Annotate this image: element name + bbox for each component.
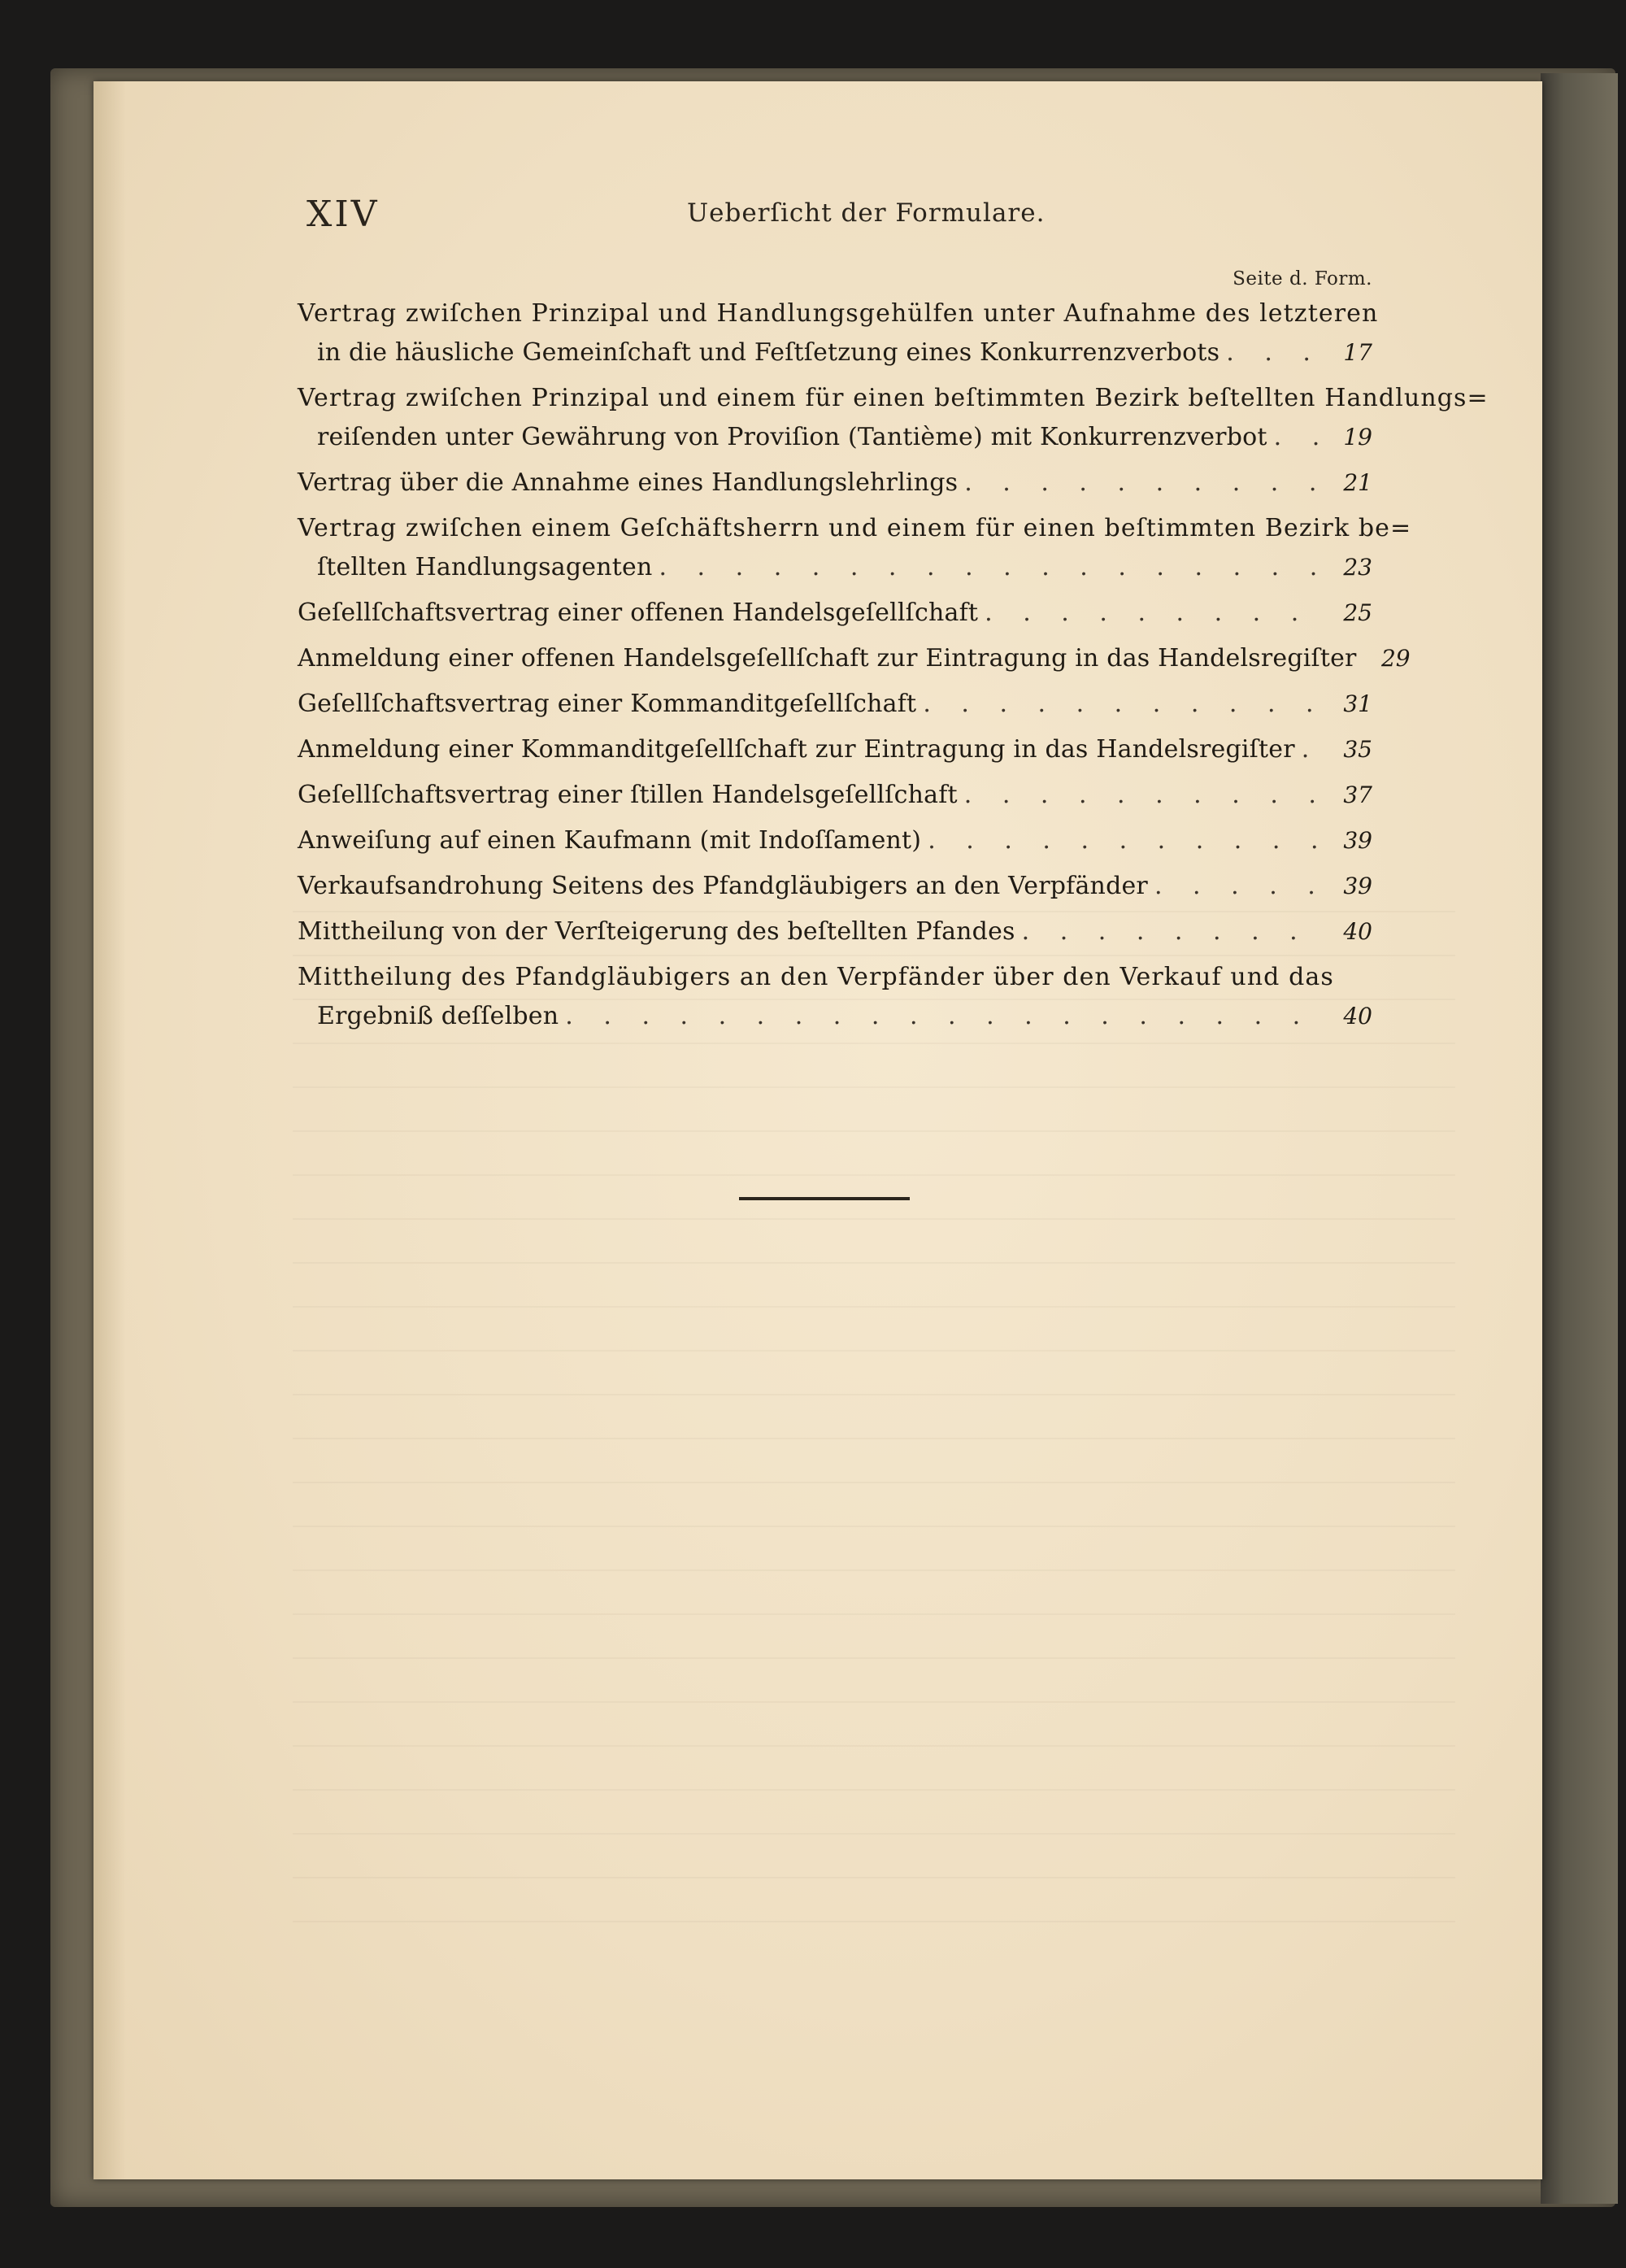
toc-page-number: 21 [1343, 469, 1372, 496]
toc-entry [298, 730, 1372, 769]
dot-leader [1302, 730, 1325, 769]
toc-entry-line [298, 821, 1372, 860]
toc-entry-text: Verkaufsandrohung Seitens des Pfandgläubigers an den Verpfänder [298, 872, 1148, 900]
toc-entry-line [298, 912, 1372, 951]
toc-entry [298, 821, 1372, 860]
toc-entry-text: Vertrag über die Annahme eines Handlungslehrlings [298, 468, 959, 497]
toc-entry-text: in die häusliche Gemeinſchaft und Feſtſetzung eines Konkurrenzverbots [317, 338, 1220, 367]
toc-page-number: 35 [1343, 736, 1372, 763]
table-of-contents [298, 294, 1489, 1043]
dot-leader [964, 776, 1325, 815]
toc-page-number: 29 [1380, 645, 1411, 672]
toc-entry-text: Mittheilung von der Verſteigerung des beſtellten Pfandes [298, 917, 1015, 946]
toc-entry-line [298, 548, 1372, 587]
toc-page-number: 19 [1343, 424, 1372, 451]
toc-entry [298, 958, 1372, 1036]
toc-entry-line [298, 730, 1372, 769]
toc-entry [298, 685, 1372, 724]
toc-page-number: 25 [1343, 599, 1372, 626]
page-header [0, 194, 1626, 242]
toc-entry [298, 639, 1411, 678]
dot-leader [659, 548, 1325, 587]
toc-entry-text: Vertrag zwiſchen einem Geſchäftsherrn und einem für einen beſtimmten Bezirk be= [298, 514, 1412, 542]
toc-page-number: 39 [1343, 873, 1372, 899]
toc-entry-text: ſtellten Handlungsagenten [317, 553, 653, 581]
toc-entry-line [298, 639, 1411, 678]
toc-entry [298, 379, 1489, 457]
toc-page-number: 37 [1343, 781, 1372, 808]
toc-entry [298, 294, 1379, 372]
toc-entry-line [298, 509, 1412, 548]
running-title: Ueberſicht der Formulare. [687, 198, 1046, 228]
toc-entry [298, 912, 1372, 951]
dot-leader [923, 685, 1325, 724]
toc-page-number: 17 [1343, 339, 1372, 366]
cover-edge [1541, 73, 1618, 2204]
toc-page-number: 40 [1343, 918, 1372, 945]
dot-leader [964, 464, 1325, 503]
toc-entry [298, 509, 1412, 587]
toc-entry-line [298, 464, 1372, 503]
toc-entry-text: Geſellſchaftsvertrag einer offenen Handelsgeſellſchaft [298, 599, 979, 627]
toc-entry-text: Vertrag zwiſchen Prinzipal und einem für einen beſtimmten Bezirk beſtellten Handlungs= [298, 384, 1489, 412]
toc-entry-text: Ergebniß deſſelben [317, 1002, 559, 1030]
toc-entry [298, 594, 1372, 633]
toc-entry-text: Geſellſchaftsvertrag einer Kommanditgeſellſchaft [298, 690, 917, 718]
toc-entry-text: Vertrag zwiſchen Prinzipal und Handlungsgehülfen unter Aufnahme des letzteren [298, 299, 1379, 328]
toc-entry-line [298, 867, 1372, 906]
toc-page-number: 23 [1343, 554, 1372, 581]
toc-entry-line [298, 685, 1372, 724]
toc-entry-text: Anweiſung auf einen Kaufmann (mit Indoſſament) [298, 826, 922, 855]
toc-entry-line [298, 333, 1372, 372]
page-number: XIV [307, 194, 380, 235]
dot-leader [1154, 867, 1325, 906]
toc-entry-line [298, 418, 1372, 457]
dot-leader [985, 594, 1325, 633]
toc-entry [298, 464, 1372, 503]
toc-entry [298, 776, 1372, 815]
toc-entry-text: reiſenden unter Gewährung von Proviſion (Tantième) mit Konkurrenzverbot [317, 423, 1267, 451]
toc-entry [298, 867, 1372, 906]
dot-leader [565, 997, 1325, 1036]
column-heading: Seite d. Form. [1233, 268, 1372, 289]
dot-leader [1274, 418, 1325, 457]
toc-page-number: 39 [1343, 827, 1372, 854]
toc-page-number: 40 [1343, 1003, 1372, 1030]
toc-entry-text: Geſellſchaftsvertrag einer ſtillen Handelsgeſellſchaft [298, 781, 958, 809]
toc-page-number: 31 [1343, 690, 1372, 717]
toc-entry-line [298, 379, 1489, 418]
page-gutter-shadow [93, 81, 126, 2179]
toc-entry-text: Mittheilung des Pfandgläubigers an den Verpfänder über den Verkauf und das [298, 963, 1334, 991]
toc-entry-text: Anmeldung einer Kommanditgeſellſchaft zur Eintragung in das Handelsregiſter [298, 735, 1295, 764]
section-divider [739, 1197, 910, 1200]
toc-entry-text: Anmeldung einer offenen Handelsgeſellſchaft zur Eintragung in das Handelsregiſter [298, 644, 1357, 673]
toc-entry-line [298, 594, 1372, 633]
toc-entry-line [298, 958, 1372, 997]
toc-entry-line [298, 997, 1372, 1036]
dot-leader [1226, 333, 1325, 372]
dot-leader [1022, 912, 1325, 951]
dot-leader [928, 821, 1325, 860]
toc-entry-line [298, 776, 1372, 815]
toc-entry-line [298, 294, 1379, 333]
